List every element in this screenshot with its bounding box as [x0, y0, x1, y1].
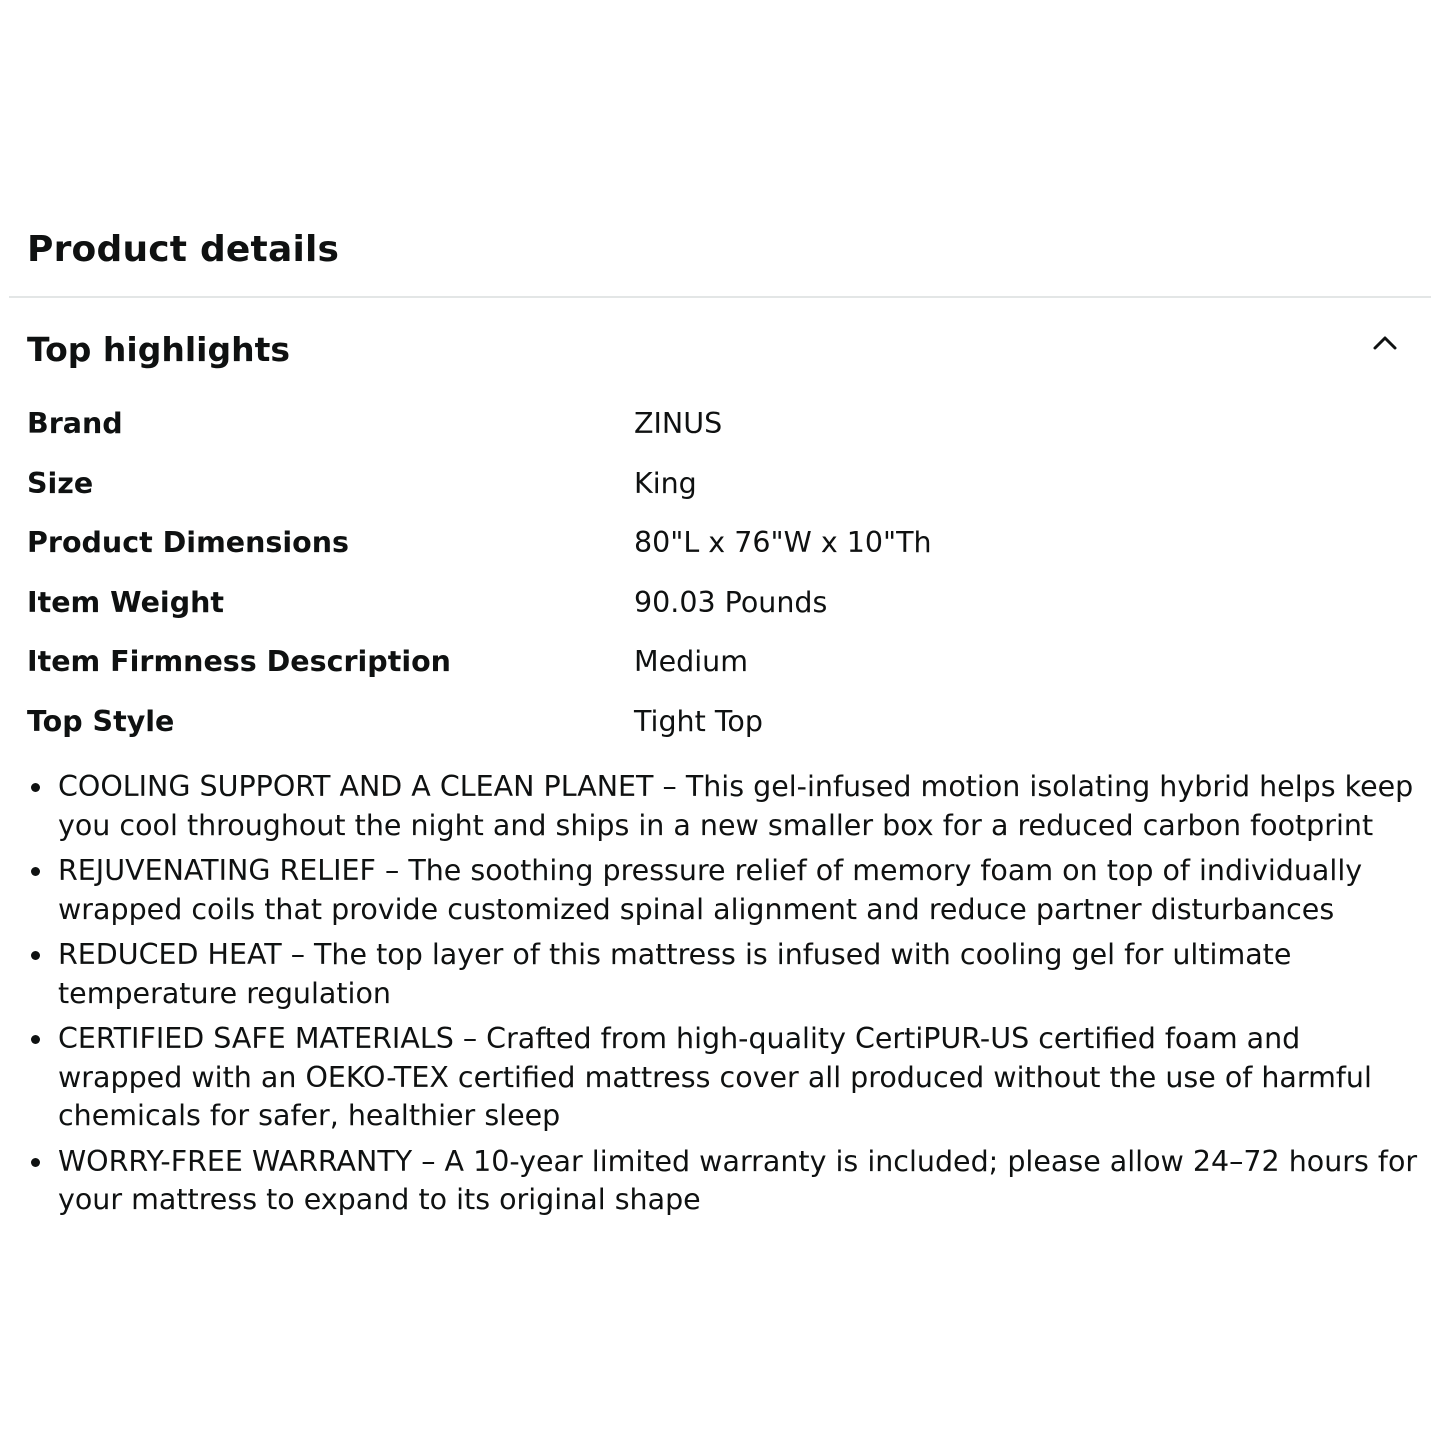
spec-value: ZINUS [634, 407, 723, 440]
list-item [0, 768, 1440, 845]
bullet-icon [31, 867, 40, 876]
spec-value: 80"L x 76"W x 10"Th [634, 526, 932, 559]
section-title: Top highlights [27, 330, 290, 369]
spec-label: Item Firmness Description [27, 645, 451, 678]
spec-row-size [27, 456, 1417, 516]
bullet-icon [31, 783, 40, 792]
list-item [0, 852, 1440, 929]
bullet-text: CERTIFIED SAFE MATERIALS – Crafted from high-quality CertiPUR-US certified foam and wrapped with an OEKO-TEX certified mattress cover all produced without the use of harmful chemicals for safer, healthier sleep [58, 1022, 1372, 1132]
bullet-text: WORRY-FREE WARRANTY – A 10-year limited warranty is included; please allow 24–72 hours for your mattress to expand to its original shape [58, 1144, 1418, 1216]
spec-value: 90.03 Pounds [634, 585, 828, 619]
bullet-text: COOLING SUPPORT AND A CLEAN PLANET – This gel-infused motion isolating hybrid helps keep you cool throughout the night and ships in a new smaller box for a reduced carbon footprint [58, 770, 1414, 842]
spec-label: Brand [27, 407, 123, 440]
spec-value: King [634, 466, 697, 500]
feature-bullets [0, 768, 1440, 1227]
spec-label: Product Dimensions [27, 526, 349, 559]
spec-value: Medium [634, 645, 748, 678]
spec-row-firmness [27, 634, 1417, 694]
page-title: Product details [27, 229, 340, 270]
spec-value: Tight Top [634, 704, 763, 738]
spec-row-dimensions [27, 515, 1417, 575]
section-divider [9, 296, 1431, 298]
bullet-text: REJUVENATING RELIEF – The soothing pressure relief of memory foam on top of individually wrapped coils that provide customized spinal alignment and reduce partner disturbances [58, 854, 1363, 926]
list-item [0, 1143, 1440, 1220]
chevron-up-icon[interactable] [1370, 326, 1400, 356]
bullet-icon [31, 1158, 40, 1167]
list-item [0, 1020, 1440, 1136]
spec-label: Size [27, 466, 94, 500]
specs-table [27, 396, 1417, 753]
spec-row-top-style [27, 694, 1417, 754]
list-item [0, 936, 1440, 1013]
bullet-icon [31, 951, 40, 960]
spec-label: Item Weight [27, 585, 225, 619]
bullet-text: REDUCED HEAT – The top layer of this mattress is infused with cooling gel for ultimate temperature regulation [58, 938, 1292, 1010]
spec-label: Top Style [27, 704, 175, 738]
spec-row-weight [27, 575, 1417, 635]
spec-row-brand [27, 396, 1417, 456]
top-highlights-toggle[interactable] [0, 322, 1440, 378]
bullet-icon [31, 1035, 40, 1044]
